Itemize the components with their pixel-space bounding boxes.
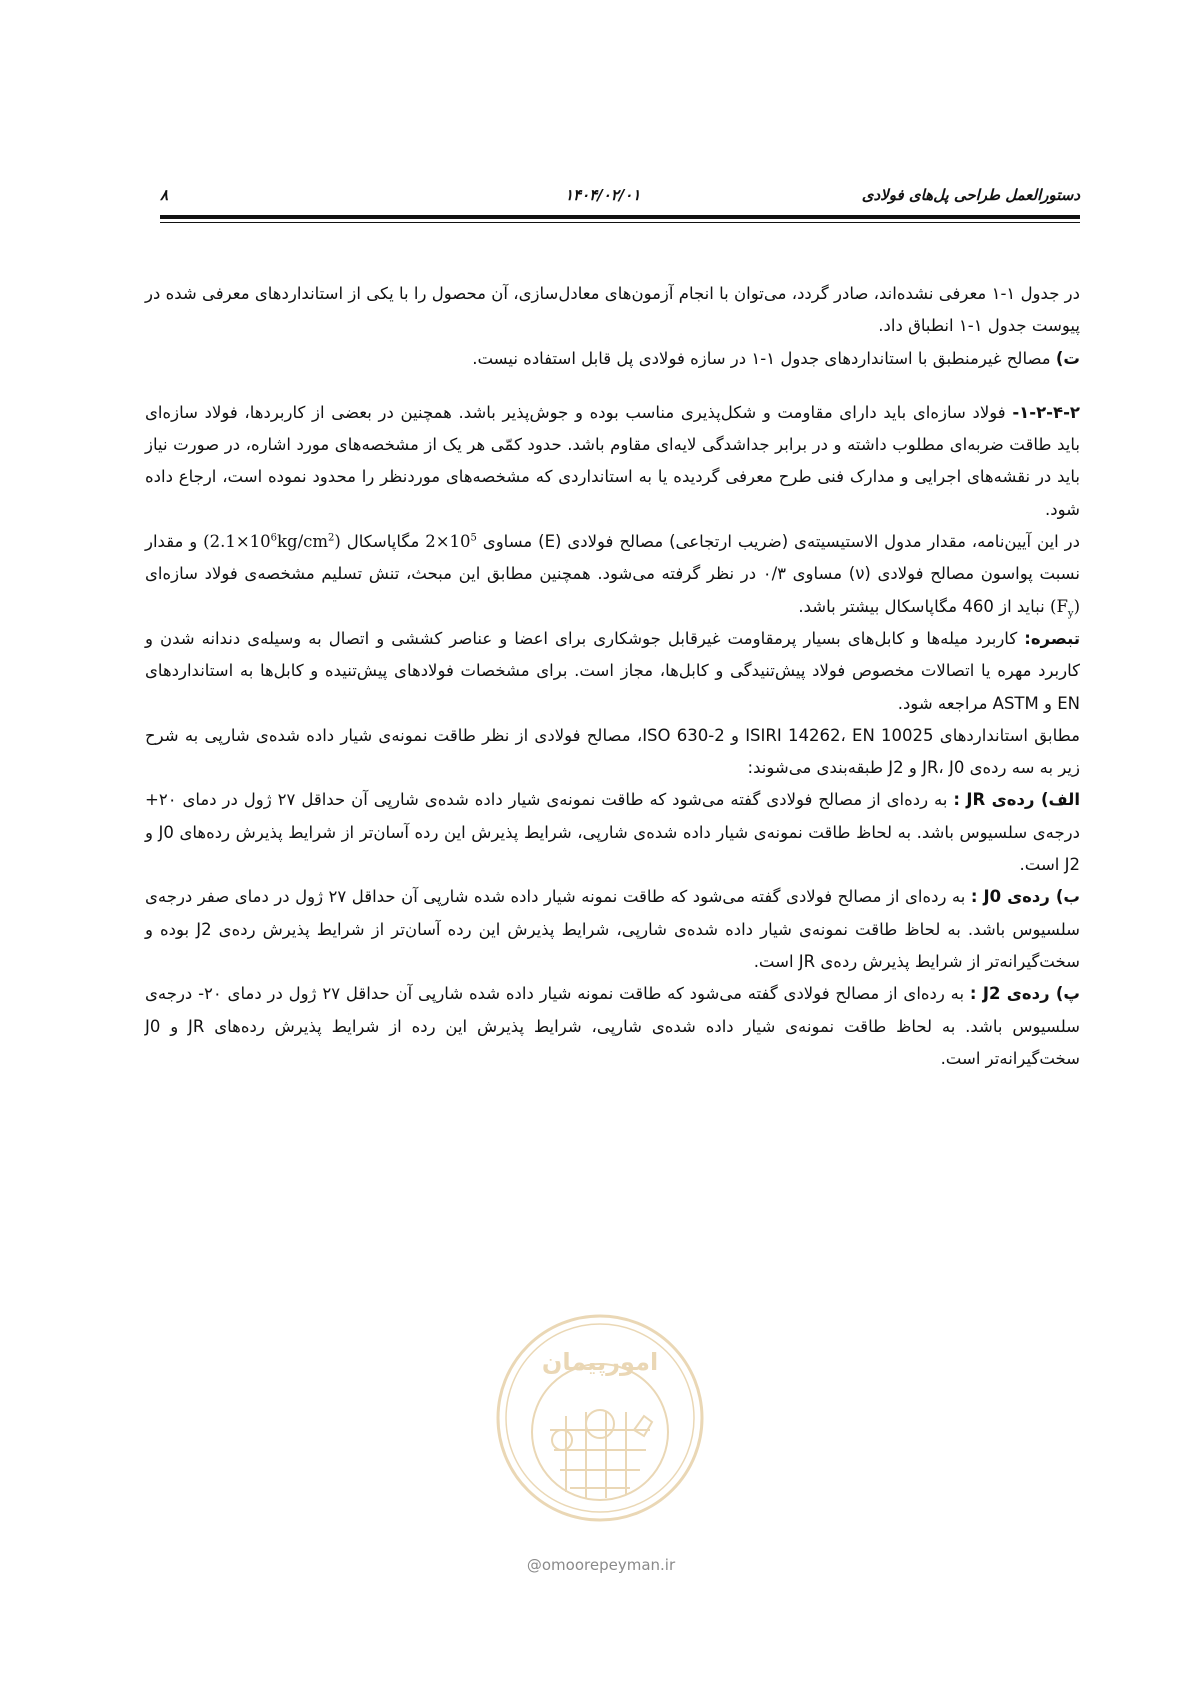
modulus-value [425, 532, 477, 551]
page-header [160, 186, 1080, 208]
yield-symbol [1050, 596, 1080, 619]
document-title: دستورالعمل طراحی پل‌های فولادی [861, 186, 1080, 204]
note-text: کاربرد میله‌ها و کابل‌های بسیار پرمقاومت غیرقابل جوشکاری برای اعضا و عناصر کششی و اتصال به وسیله‌ی دندانه شدن و کاربرد مهره یا اتصالات مخصوص فولاد پیش‌تنیدگی و کابل‌ها، مجاز است. برای مشخصات فولادهای پیش‌تنیده و کابل‌ها به استانداردهای EN و ASTM مراجعه شود. [145, 628, 1080, 713]
math-exponent: 5 [470, 532, 477, 544]
text-span: نباید از 460 مگاپاسکال بیشتر باشد. [798, 596, 1045, 616]
text-span: و مقدار نسبت پواسون مصالح فولادی (ν) مساوی ۰/۳ در نظر گرفته می‌شود. همچنین مطابق این مبحث، تنش تسلیم مشخصه‌ی فولاد سازه‌ای [145, 532, 1080, 584]
math-exponent: 2 [328, 532, 335, 544]
paragraph-grade-j2 [145, 978, 1080, 1075]
note-label: تبصره: [1024, 628, 1081, 648]
paragraph-material-properties [145, 526, 1080, 623]
clause-text: فولاد سازه‌ای باید دارای مقاومت و شکل‌پذیری مناسب بوده و جوش‌پذیر باشد. همچنین در بعضی از کاربردها، فولاد سازه‌ای باید طاقت ضربه‌ای مطلوب داشته و در برابر جداشدگی لایه‌ای مقاوم باشد. حدود کمّی هر یک از مشخصه‌های مورد اشاره، در صورت نیاز باید در نقشه‌های اجرایی و مدارک فنی طرح معرفی گردیده یا به استانداردی که مشخصه‌های موردنظر را محدود نموده است، ارجاع داده شود. [145, 402, 1080, 519]
grade-text: به رده‌ای از مصالح فولادی گفته می‌شود که طاقت نمونه‌ی شیار داده شده‌ی شارپی آن حداقل ۲۷ ژول در دمای ۲۰+ درجه‌ی سلسیوس باشد. به لحاظ طاقت نمونه‌ی شیار داده شده‌ی شارپی، شرایط پذیرش این رده آسان‌تر از شرایط پذیرش رده‌های J0 و J2 است. [145, 790, 1081, 875]
clause-number: ۱-۲-۴-۲- [1012, 402, 1080, 422]
body-text [145, 278, 1080, 1075]
modulus-kgcm-value [203, 532, 341, 551]
document-date: ۱۴۰۴/۰۲/۰۱ [565, 186, 641, 204]
watermark-logo-text: امورپیمان [541, 1348, 659, 1376]
item-label: ت) [1055, 348, 1080, 368]
watermark-site: @omoorepeyman.ir [526, 1556, 676, 1574]
grade-text: به رده‌ای از مصالح فولادی گفته می‌شود که طاقت نمونه شیار داده شده شارپی آن حداقل ۲۷ ژول در دمای صفر درجه‌ی سلسیوس باشد. به لحاظ طاقت نمونه‌ی شیار داده شده‌ی شارپی، شرایط پذیرش این رده آسان‌تر از شرایط پذیرش رده‌ی J2 بوده و سخت‌گیرانه‌تر از شرایط پذیرش رده‌ی JR است. [145, 887, 1080, 971]
grade-label: ب) رده‌ی J0 : [970, 887, 1081, 907]
math-base: (2.1×10 [203, 532, 271, 552]
math-unit: kg/cm [277, 532, 329, 552]
grade-text: به رده‌ای از مصالح فولادی گفته می‌شود که طاقت نمونه شیار داده شده شارپی آن حداقل ۲۷ ژول در دمای ۲۰- درجه‌ی سلسیوس باشد. به لحاظ طاقت نمونه‌ی شیار داده شده‌ی شارپی، شرایط پذیرش این رده از شرایط پذیرش رده‌های JR و J0 سخت‌گیرانه‌تر است. [145, 984, 1080, 1068]
header-rule-thin [160, 222, 1080, 223]
header-rule-thick [160, 215, 1080, 219]
grade-label: الف) رده‌ی JR : [953, 790, 1080, 810]
math-subscript: y [1067, 607, 1074, 619]
paragraph-nonconforming [145, 343, 1080, 375]
math-base: 2×10 [425, 532, 471, 552]
paragraph-grade-j0 [145, 881, 1080, 978]
paragraph-clause [145, 397, 1080, 526]
math-base: (F [1050, 596, 1068, 616]
page-number: ۸ [160, 186, 169, 204]
seal-icon [494, 1312, 706, 1524]
math-paren: ) [334, 532, 341, 552]
paragraph-grade-jr [145, 784, 1080, 881]
grade-label: پ) رده‌ی J2 : [969, 984, 1080, 1004]
text-span: مگاپاسکال [346, 532, 420, 552]
paragraph-table-conformance: در جدول ۱-۱ معرفی نشده‌اند، صادر گردد، می‌توان با انجام آزمون‌های معادل‌سازی، آن محصول را با یکی از استانداردهای معرفی شده در پیوست جدول ۱-۱ انطباق داد. [145, 284, 1080, 336]
paragraph-standards: مطابق استانداردهای ISIRI 14262، EN 10025 و ISO 630-2، مصالح فولادی از نظر طاقت نمونه‌ی شیار داده شده‌ی شارپی به شرح زیر به سه رده‌ی JR، J0 و J2 طبقه‌بندی می‌شوند: [145, 725, 1080, 778]
text-span: در این آیین‌نامه، مقدار مدول الاستیسیته‌ی (ضریب ارتجاعی) مصالح فولادی (E) مساوی [482, 532, 1080, 552]
item-text: مصالح غیرمنطبق با استانداردهای جدول ۱-۱ در سازه فولادی پل قابل استفاده نیست. [472, 348, 1051, 368]
math-exponent: 6 [270, 532, 278, 544]
watermark-logo [494, 1312, 706, 1524]
math-paren: ) [1073, 596, 1080, 616]
paragraph-note [145, 623, 1080, 720]
